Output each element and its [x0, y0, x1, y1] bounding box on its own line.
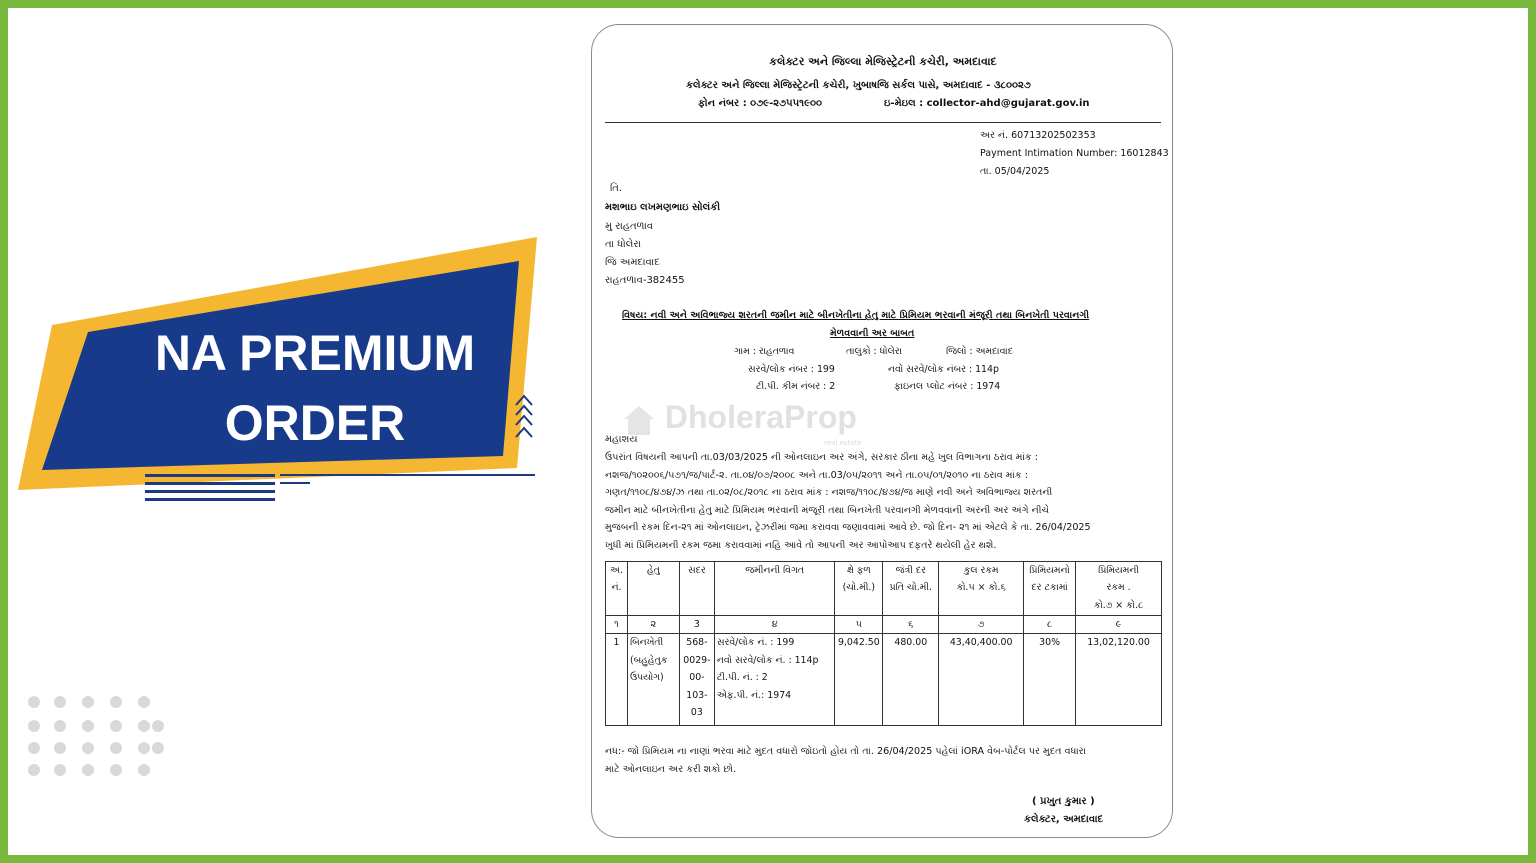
column-number: ૨	[627, 616, 679, 634]
watermark-tag: real estate	[824, 439, 862, 447]
header-cell: પ્રિમિયમની રકમ . કો.૭ × કો.૮	[1076, 562, 1162, 616]
banner	[0, 0, 560, 863]
cell-premium-rate: 30%	[1024, 634, 1076, 726]
column-number: ૫	[835, 616, 883, 634]
subject-village: ગામ : રાહતળાવ	[734, 346, 795, 357]
subject-final-plot: ફાઇનલ પ્લોટ નંબર : 1974	[894, 381, 1001, 392]
signatory-title: કલેક્ટર, અમદાવાદ	[1024, 814, 1104, 825]
watermark	[622, 399, 857, 437]
cell-area: 9,042.50	[835, 634, 883, 726]
banner-title-line1: NA PREMIUM	[154, 325, 476, 381]
decorative-dot-grid	[28, 696, 164, 776]
cell-jantri-rate: 480.00	[883, 634, 939, 726]
addressee-line1: મુ રાહતળાવ	[605, 221, 654, 232]
signatory-name: ( પ્રખુત કુમાર )	[1032, 796, 1095, 807]
addressee-prefix: તિ.	[610, 183, 623, 194]
header-divider	[605, 122, 1161, 123]
header-cell: પ્રિમિયમનો દર ટકામાં	[1024, 562, 1076, 616]
banner-title-line2: ORDER	[224, 395, 406, 451]
body-paragraph: ઉપરાંત વિષયની આપની તા.03/03/2025 ની ઓનલાઇન અર અંગે, સરકાર ઠીના મહે ખુલ વિભાગના ઠરાવ માંક : નશજ/૧૦૨૦૦૬/૫૭૧/જ/પાર્ટ-૨. તા.૦૪/૦૭/૨૦૦૮ અને તા.03/૦૫/૨૦૧૧ અને તા.૦૫/૦૧/૨૦૧૦ ના ઠરાવ માંક : ગણત/૧૧૦૮/૪૭૪/ઝ તથા તા.૦૨/૦૮/૨૦૧૮ ના ઠરાવ માંક : નશજ/૧૧૦૮/૪૭૪/જ માણે નવી અને અવિભાજ્ય શરતની જમીન માટે બીનખેતીના હેતુ માટે પ્રિમિયમ ભરવાની મંજૂરી તથા બિનખેતી પરવાનગી મેળવવાની અરની અર અંગે નીચે મુજબની રકમ દિન-૨૧ માં ઓનલાઇન, ટ્રેઝરીમાં જમા કરાવવા જણાવવામાં આવે છે. જો દિન- ૨૧ માં એટલે કે તા. 26/04/2025 ખુધી માં પ્રિમિયમની રકમ જમા કરાવવામાં નહિ આવે તો આપની અર આપોઆપ દફતરે થયેલી હેર થશે.	[605, 452, 1091, 551]
application-number: અર નં. 60713202502353	[980, 130, 1096, 141]
table-column-number-row	[606, 616, 1162, 634]
header-cell: જમીનની વિગત	[714, 562, 834, 616]
subject-new-survey: નવો સરવે/લોક નંબર : 114p	[888, 364, 999, 375]
subject-survey: સરવે/લોક નંબર : 199	[748, 364, 835, 375]
column-number: ૯	[1076, 616, 1162, 634]
header-cell: અ. નં.	[606, 562, 628, 616]
cell-premium-amount: 13,02,120.00	[1076, 634, 1162, 726]
order-document	[591, 24, 1173, 838]
cell-sr-no: 1	[606, 634, 628, 726]
cell-land-details: સરવે/લોક નં. : 199 નવો સરવે/લોક નં. : 114p ટી.પી. નં. : 2 એફ.પી. નં.: 1974	[714, 634, 834, 726]
header-cell: કુલ રકમ કો.૫ × કો.૬	[939, 562, 1024, 616]
subject-district: જિલો : અમદાવાદ	[946, 346, 1013, 357]
premium-table	[605, 561, 1162, 726]
payment-intimation-number: Payment Intimation Number: 16012843	[980, 148, 1169, 159]
note-paragraph: નધ:- જો પ્રિમિયમ ના નાણાં ભરવા માટે મુદત વધારો જોઇતો હોય તો તા. 26/04/2025 પહેલાં iORA વેબ-પોર્ટલ પર મુદત વધારા માટે ઓનલાઇન અર કરી શકો છો.	[605, 746, 1086, 775]
addressee-line4: રાહતળાવ-382455	[605, 275, 685, 286]
subject-tp-scheme: ટી.પી. કીમ નંબર : 2	[756, 381, 836, 392]
addressee-name: મશભાઇ લખમણભાઇ સોલંકી	[605, 202, 721, 213]
office-phone: ફોન નંબર : ૦૭૯-૨૭૫૫૧૯૦૦	[698, 98, 823, 109]
cell-total-amount: 43,40,400.00	[939, 634, 1024, 726]
column-number: ૮	[1024, 616, 1076, 634]
cell-purpose: બિનખેતી (બહુહેતુક ઉપયોગ)	[627, 634, 679, 726]
house-logo-icon	[622, 403, 656, 437]
header-cell: હેતુ	[627, 562, 679, 616]
office-email: ઇ-મેઇલ : collector-ahd@gujarat.gov.in	[884, 98, 1090, 109]
header-cell: ક્ષે ફળ (ચો.મી.)	[835, 562, 883, 616]
subject-line1: વિષય: નવી અને અવિભાજ્ય શરતની જમીન માટે બીનખેતીના હેતુ માટે પ્રિમિયમ ભરવાની મંજૂરી તથા બિનખેતી પરવાનગી	[622, 310, 1090, 321]
column-number: ૪	[714, 616, 834, 634]
cell-code: 568- 0029- 00- 103- 03	[679, 634, 714, 726]
table-row	[606, 634, 1162, 726]
addressee-line3: જિ અમદાવાદ	[605, 257, 660, 268]
subject-line2: મેળવવાની અર બાબત	[830, 328, 915, 339]
table-header-row	[606, 562, 1162, 616]
banner-title	[110, 318, 520, 458]
subject-taluka: તાલુકો : ધોલેરા	[846, 346, 902, 357]
column-number: ૧	[606, 616, 628, 634]
header-cell: જંત્રી દર પ્રતિ ચો.મી.	[883, 562, 939, 616]
column-number: ૬	[883, 616, 939, 634]
column-number: 3	[679, 616, 714, 634]
office-address: કલેક્ટર અને જિલ્લા મેજિસ્ટ્રેટની કચેરી, ખુબાષજિ સર્કલ પાસે, અમદાવાદ - ૩૮૦૦૨૭	[686, 80, 1031, 91]
watermark-brand: DholeraProp	[664, 399, 857, 435]
salutation: મહાશય	[605, 434, 638, 445]
header-cell: સદર	[679, 562, 714, 616]
office-heading: કલેક્ટર અને જિલ્લા મેજિસ્ટ્રેટની કચેરી, અમદાવાદ	[769, 55, 997, 68]
addressee-line2: તા ધોલેરા	[605, 239, 641, 250]
column-number: ૭	[939, 616, 1024, 634]
order-date: તા. 05/04/2025	[980, 166, 1050, 177]
